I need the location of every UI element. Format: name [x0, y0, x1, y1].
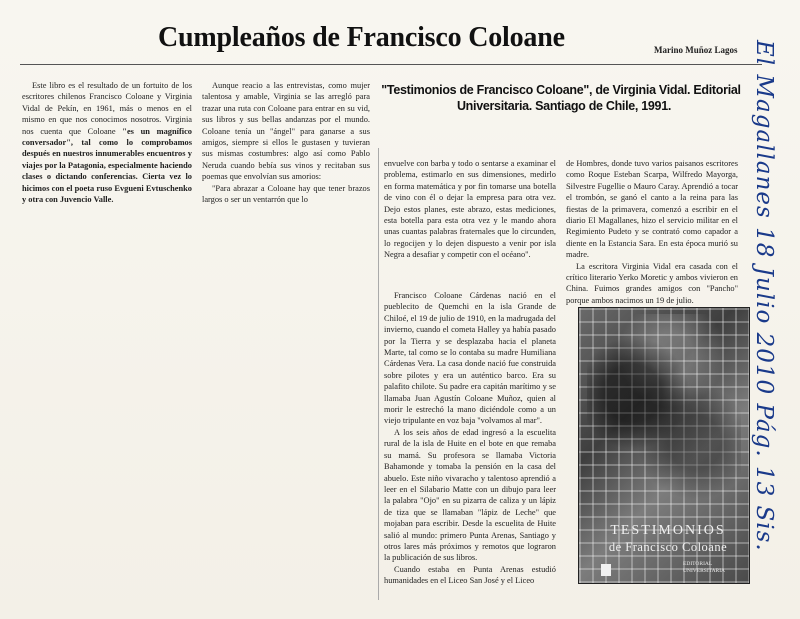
paragraph: A los seis años de edad ingresó a la escuelita rural de la isla de Huite en el bote en que remaba su mamá. Su profesora se llamaba Victoria Bahamonde y tomaba la pensión en la casa del abuelo. Este niño vivaracho y talentoso aprendió a leer en el Silabario Matte con un dibujo para leer la palabra "Ojo" en su pizarra de caliza y un lápiz de tiza que se llamaban "lápiz de Leche" que mojaban para escribir. Desde la escuelita de Huite salió al mundo: primero Punta Arenas, Santiago y otros lares más próximos y remotos que lograron la publicación de sus libros. — [384, 427, 556, 563]
paragraph-text-bold: "es un magnífico conversador", tal como lo comprobamos después en nuestros innumerables encuentros y viajes por la Patagonia, especialmente haciendo clases o dictando conferencias. Cierta vez lo hicimos con el poeta ruso Evgueni Evtuschenko y otra con Juvencio Valle. — [22, 126, 192, 205]
paragraph: Cuando estaba en Punta Arenas estudió humanidades en el Liceo San José y el Liceo — [384, 564, 556, 586]
publisher-logo-icon — [601, 564, 611, 576]
handwritten-source-note: El Magallanes 18 Julio 2010 Pág. 13 Sis. — [751, 40, 777, 552]
column-3-bottom — [384, 290, 556, 590]
column-4 — [566, 158, 738, 308]
book-cover-title — [593, 523, 743, 555]
book-citation-subtitle: "Testimonios de Francisco Coloane", de Virginia Vidal. Editorial Universitaria. Santiago de Chile, 1991. — [381, 83, 741, 113]
paragraph: envuelve con barba y todo o sentarse a examinar el problema, estimarlo en sus dimensiones, medirlo en forma matemática y por fin tomarse una botella de vino con él o dejar la empresa para otra vez. Dejo estos planes, este abrazo, estas mediciones, esta botella para esta otra vez y le mando ahora unas cuantas palabras fraternales que lo circunden, lo regocijen y lo dejen dispuesto a venir por isla Negra a desafiar y competir con el océano". — [384, 159, 556, 260]
column-1 — [22, 80, 192, 280]
paragraph: Aunque reacio a las entrevistas, como mujer talentosa y amable, Virginia se las arregló para trazar una ruta con Coloane para entrar en su vid, sus libros y sus bellas andanzas por el mundo. Coloane tenía un "ángel" para ganarse a sus amigos, siempre si ellos le gustasen y tuvieran sus mismas costumbres: algo así como Pablo Neruda cuando bebía sus vinos y recitaban sus poemas que envolvían sus amorios: — [202, 81, 370, 182]
article-headline: Cumpleaños de Francisco Coloane — [158, 22, 565, 53]
book-title-line-1: TESTIMONIOS — [610, 523, 726, 538]
column-2 — [202, 80, 370, 240]
handwritten-annotation — [751, 40, 797, 600]
paragraph: La escritora Virginia Vidal era casada con el crítico literario Yerko Moretic y ambos vivieron en China. Fuimos grandes amigos con "Pancho" porque ambos nacimos un 19 de julio. — [566, 261, 738, 305]
paragraph: Francisco Coloane Cárdenas nació en el pueblecito de Quemchi en la isla Grande de Chiloé, el 19 de julio de 1910, en la madrugada del invierno, cuando el cometa Halley ya había pasado por la Tierra y se desplazaba hacia el planeta Marte, tal como se lo contaba su madre Humiliana Cárdenas Vera. La casa donde nació fue construida sobre pilotes y era un auténtico barco. Era su palafito chilote. Su padre era capitán marítimo y se llamaba Juan Agustín Coloane Muñoz, quien al morir le estrechó la mano diciéndole como a un viejo tripulante en voz baja "volvamos al mar". — [384, 291, 556, 426]
paragraph-text: Este libro es el resultado de un fortuito de los escritores chilenos Francisco Coloane y Virginia Vidal de Pekín, en 1961, más o menos en el mismo en que nos conocimos nosotros. Virginia nos cuenta que Coloane — [22, 81, 192, 136]
header-rule — [20, 64, 762, 65]
paragraph: de Hombres, donde tuvo varios paisanos escritores como Roque Esteban Scarpa, Wilfredo Mayorga, Silvestre Fugellie o Mauro Caray. Aprendió a tocar el trombón, se ganó el canto a la reina para las fiestas de la primavera, comenzó a escribir en el diario El Magallanes, hizo el servicio militar en el Regimiento Pudeto y se contrató como capador a diente en la Estancia Sara. En esta época murió su madre. — [566, 159, 738, 260]
book-cover-mosaic — [587, 314, 741, 512]
paragraph — [22, 80, 192, 205]
column-divider — [378, 148, 379, 600]
book-title-line-2: de Francisco Coloane — [608, 540, 728, 554]
book-cover-image — [578, 307, 750, 584]
book-publisher: EDITORIAL UNIVERSITARIA — [683, 561, 726, 574]
author-byline: Marino Muñoz Lagos — [654, 45, 738, 55]
paragraph: "Para abrazar a Coloane hay que tener brazos largos o ser un ventarrón que lo — [202, 183, 370, 205]
column-3-top — [384, 158, 556, 288]
